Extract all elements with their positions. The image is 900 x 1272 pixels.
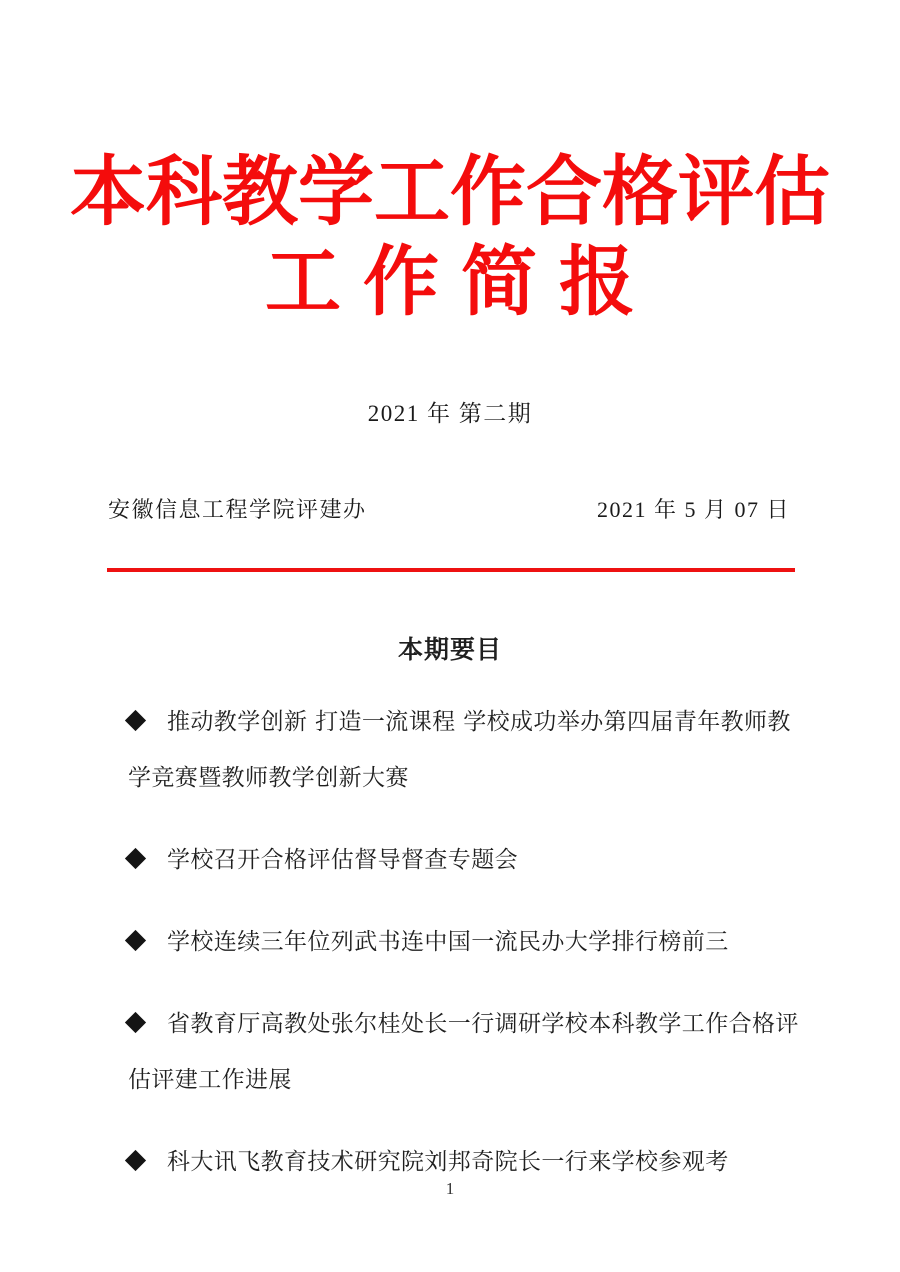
contents-heading: 本期要目 [397,635,502,664]
page-number: 1 [445,1179,455,1198]
masthead-title-line-1: 本科教学工作合格评估 [70,151,830,235]
list-item-text: 省教育厅高教处张尔桂处长一行调研学校本科教学工作合格评估评建工作进展 [128,1011,799,1093]
diamond-bullet-icon [125,848,146,869]
diamond-bullet-icon [125,930,146,951]
imprint-issuer: 安徽信息工程学院评建办 [108,497,367,522]
masthead-title-line-2: 工作简报 [265,241,657,325]
red-divider-rule [107,568,795,572]
diamond-bullet-icon [125,1012,146,1033]
list-item-text: 科大讯飞教育技术研究院刘邦奇院长一行来学校参观考 [167,1149,729,1175]
diamond-bullet-icon [125,710,146,731]
list-item-text: 推动教学创新 打造一流课程 学校成功举办第四届青年教师教学竞赛暨教师教学创新大赛 [128,709,791,791]
list-item [128,996,800,1108]
list-item-text: 学校连续三年位列武书连中国一流民办大学排行榜前三 [167,929,729,955]
contents-list [128,694,800,1190]
imprint-row [108,494,796,526]
list-item [128,832,800,888]
masthead [0,148,900,328]
list-item-text: 学校召开合格评估督导督查专题会 [167,847,518,873]
imprint-date: 2021 年 5 月 07 日 [596,497,790,522]
diamond-bullet-icon [125,1150,146,1171]
list-item [128,914,800,970]
list-item [128,694,800,806]
issue-number: 2021 年 第二期 [367,401,533,426]
